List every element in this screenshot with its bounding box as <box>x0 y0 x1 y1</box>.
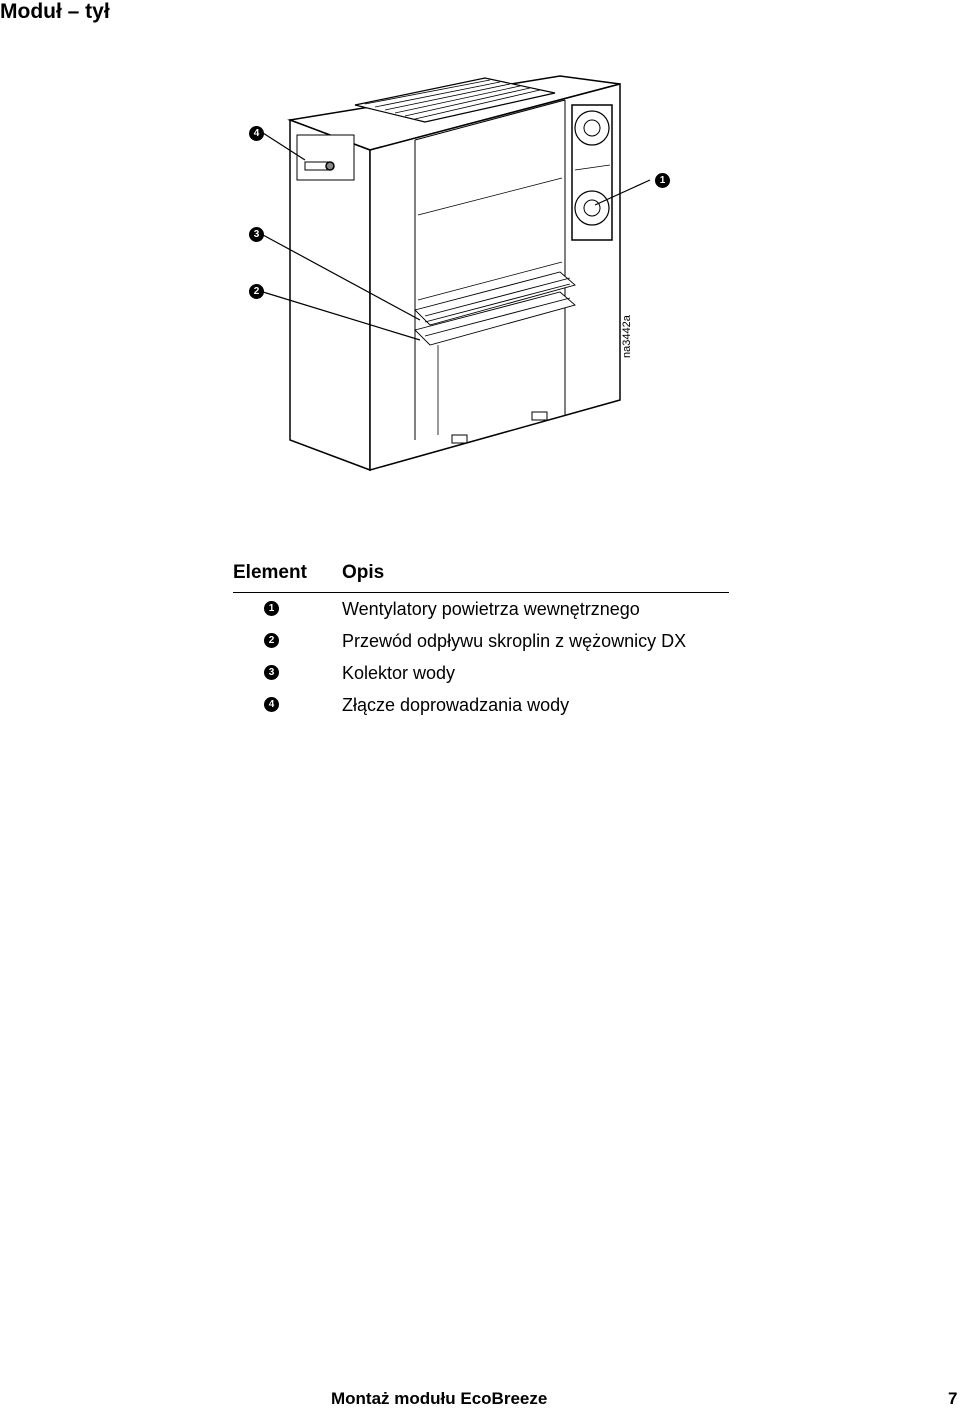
legend-number: 3 <box>264 665 279 680</box>
page-number: 7 <box>948 1389 958 1408</box>
water-connection <box>297 135 354 180</box>
callout-1: 1 <box>655 173 670 188</box>
footer-title: Montaż modułu EcoBreeze <box>331 1389 548 1408</box>
fan-assembly <box>572 105 612 240</box>
legend-description: Wentylatory powietrza wewnętrznego <box>342 598 640 619</box>
legend-description: Złącze doprowadzania wody <box>342 694 570 715</box>
module-rear-illustration <box>230 60 690 480</box>
legend-number: 1 <box>264 601 279 616</box>
legend-description: Przewód odpływu skroplin z wężownicy DX <box>342 630 687 651</box>
legend-row <box>233 657 729 689</box>
callout-4: 4 <box>249 126 264 141</box>
callout-3: 3 <box>249 227 264 242</box>
legend-header <box>233 560 729 593</box>
legend-number: 4 <box>264 697 279 712</box>
legend-table <box>233 560 729 721</box>
module-drawing <box>230 60 690 480</box>
legend-row <box>233 689 729 721</box>
legend-row <box>233 593 729 625</box>
legend-header-element: Element <box>233 562 307 583</box>
legend-header-desc: Opis <box>342 562 385 583</box>
legend-number: 2 <box>264 633 279 648</box>
legend-description: Kolektor wody <box>342 662 456 683</box>
callout-2: 2 <box>249 284 264 299</box>
page-title: Moduł – tył <box>0 0 110 23</box>
figure-code: na3442a <box>621 315 633 358</box>
legend-row <box>233 625 729 657</box>
